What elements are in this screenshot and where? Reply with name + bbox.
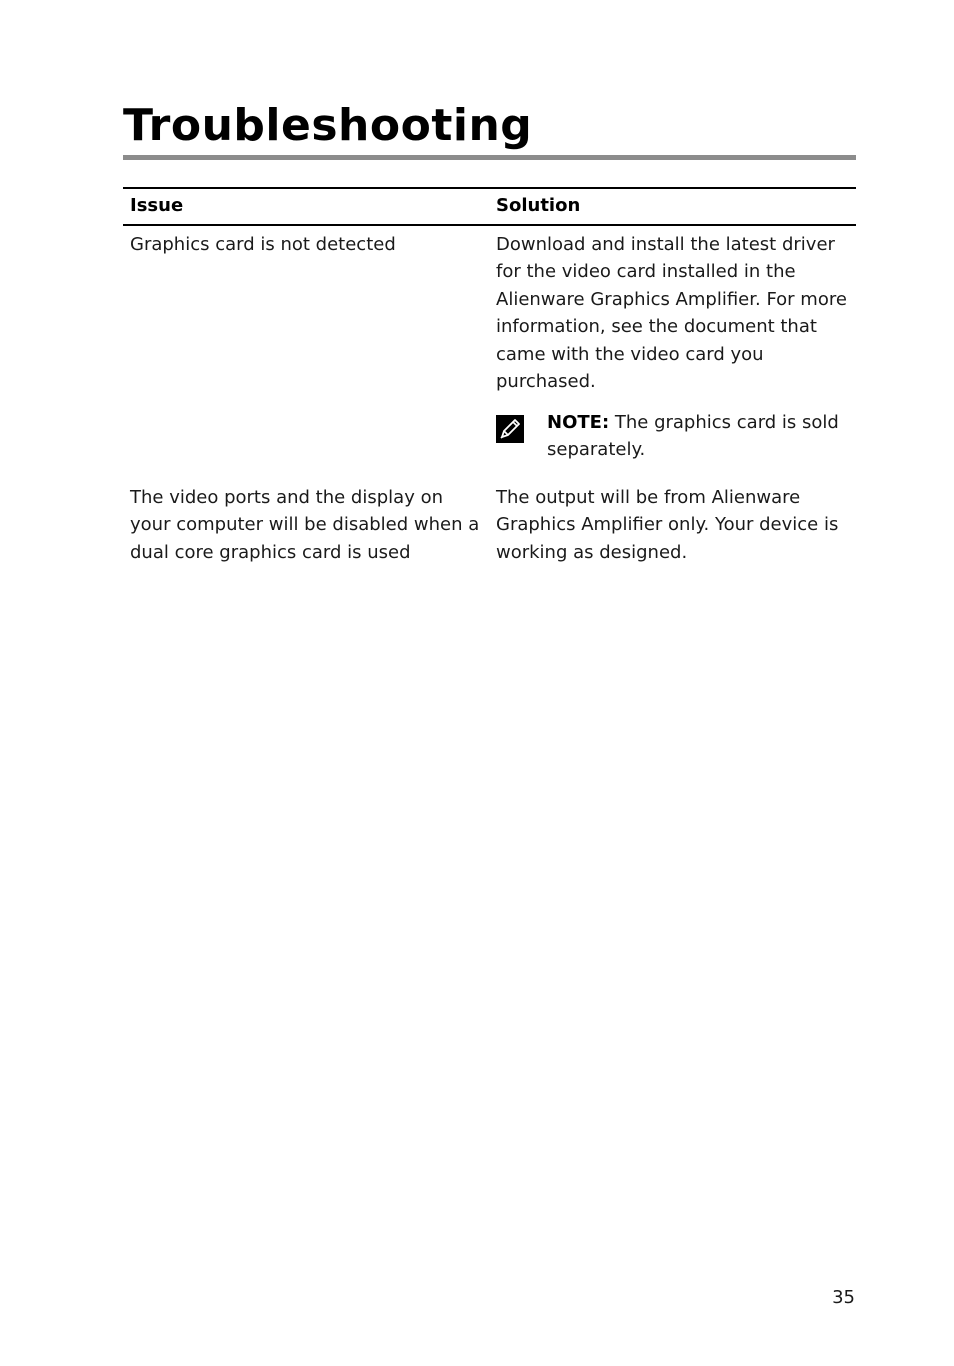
troubleshooting-table xyxy=(123,187,856,563)
solution-cell: The output will be from Alienware Graphics Amplifier only. Your device is working as designed. xyxy=(496,487,839,563)
table-header xyxy=(123,187,856,226)
issue-cell: The video ports and the display on your computer will be disabled when a dual core graphics card is used xyxy=(130,487,480,563)
title-underline xyxy=(123,155,856,160)
column-header-solution: Solution xyxy=(496,195,581,216)
note-text xyxy=(547,409,854,464)
pencil-note-icon xyxy=(496,415,524,443)
page-title: Troubleshooting xyxy=(123,100,533,151)
column-header-issue: Issue xyxy=(130,195,184,216)
note-body: The graphics card is sold separately. xyxy=(547,412,839,461)
note-label: NOTE: xyxy=(547,412,610,433)
solution-cell: Download and install the latest driver for the video card installed in the Alienware Graphics Amplifier. For more information, see the document that came with the video card you purchased. xyxy=(496,234,847,393)
page-number: 35 xyxy=(832,1287,855,1308)
issue-cell: Graphics card is not detected xyxy=(130,234,396,255)
